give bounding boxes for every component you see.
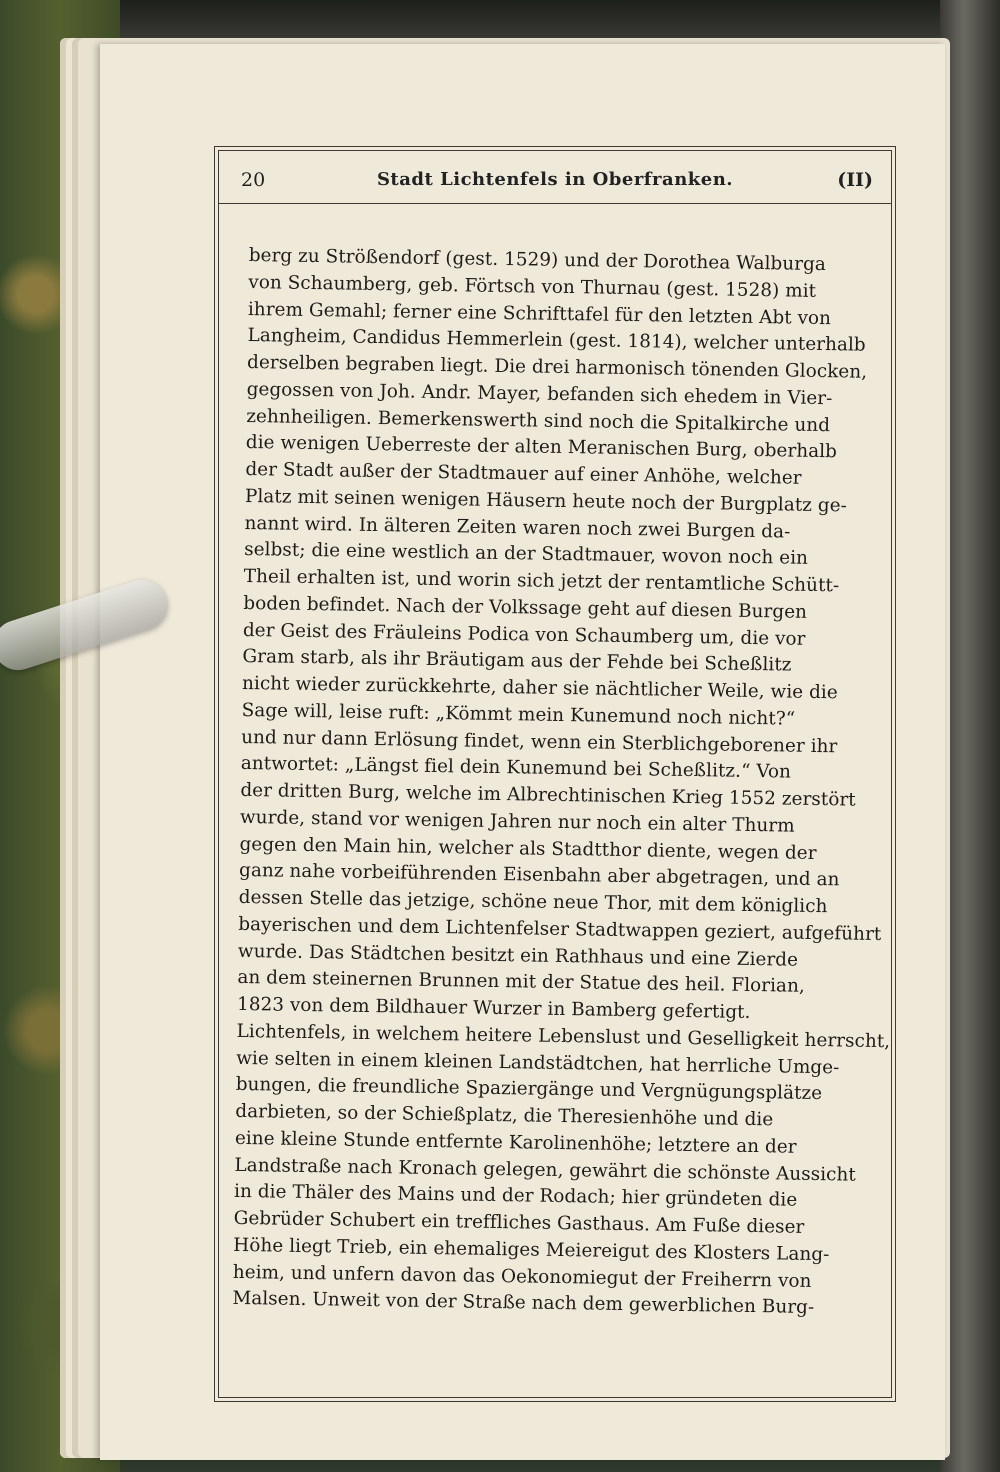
text-line: der Stadt außer der Stadtmauer auf einer Anhöhe, welcher bbox=[245, 458, 802, 489]
text-line: von Schaumberg, geb. Förtsch von Thurnau (gest. 1528) mit bbox=[248, 271, 817, 302]
text-line: heim, und unfern davon das Oekonomiegut der Freiherrn von bbox=[232, 1261, 812, 1292]
text-line: Gram starb, als ihr Bräutigam aus der Fehde bei Scheßlitz bbox=[242, 646, 792, 676]
text-line: eine kleine Stunde entfernte Karolinenhöhe; letztere an der bbox=[234, 1127, 797, 1158]
text-line: bayerischen und dem Lichtenfelser Stadtwappen geziert, aufgeführt bbox=[238, 913, 882, 945]
running-title: Stadt Lichtenfels in Oberfranken. bbox=[376, 169, 734, 190]
text-line: Lichtenfels, in welchem heitere Lebenslust und Geselligkeit herrscht, bbox=[236, 1020, 891, 1052]
text-line: Langheim, Candidus Hemmerlein (gest. 1814), welcher unterhalb bbox=[247, 325, 866, 356]
section-number: (II) bbox=[837, 169, 873, 191]
text-line: Platz mit seinen wenigen Häusern heute noch der Burgplatz ge- bbox=[244, 485, 848, 517]
text-line: wie selten in einem kleinen Landstädtchen, hat herrliche Umge- bbox=[236, 1047, 840, 1078]
text-line: ihrem Gemahl; ferner eine Schrifttafel für den letzten Abt von bbox=[247, 298, 832, 329]
page-frame bbox=[218, 150, 892, 1398]
text-line: Sage will, leise ruft: „Kömmt mein Kunemund noch nicht?“ bbox=[241, 699, 796, 730]
text-line: gegen den Main hin, welcher als Stadtthor diente, wegen der bbox=[239, 833, 817, 864]
text-line: der Geist des Fräuleins Podica von Schaumberg um, die vor bbox=[242, 619, 806, 650]
text-line: wurde. Das Städtchen besitzt ein Rathhaus und eine Zierde bbox=[237, 940, 799, 971]
text-line: Theil erhalten ist, und worin sich jetzt der rentamtliche Schütt- bbox=[243, 565, 840, 597]
book-page bbox=[100, 44, 945, 1460]
text-line: wurde, stand vor wenigen Jahren nur noch ein alter Thurm bbox=[239, 806, 795, 837]
book-spine-top bbox=[0, 0, 1000, 40]
text-line: nicht wieder zurückkehrte, daher sie nächtlicher Weile, wie die bbox=[241, 672, 838, 704]
text-line: Höhe liegt Trieb, ein ehemaliges Meiereigut des Klosters Lang- bbox=[233, 1234, 830, 1265]
text-line: und nur dann Erlösung findet, wenn ein Sterblichgeborener ihr bbox=[241, 726, 838, 757]
text-line: an dem steinernen Brunnen mit der Statue des heil. Florian, bbox=[237, 967, 805, 998]
text-line: antwortet: „Längst fiel dein Kunemund bei Scheßlitz.“ Von bbox=[240, 753, 792, 783]
text-line: ganz nahe vorbeiführenden Eisenbahn aber abgetragen, und an bbox=[238, 860, 840, 891]
text-line: gegossen von Joh. Andr. Mayer, befanden sich ehedem in Vier- bbox=[246, 378, 833, 409]
header-rule bbox=[219, 203, 891, 204]
text-line: die wenigen Ueberreste der alten Meranischen Burg, oberhalb bbox=[245, 432, 838, 463]
text-line: Landstraße nach Kronach gelegen, gewährt die schönste Aussicht bbox=[234, 1154, 857, 1186]
text-line: 1823 von dem Bildhauer Wurzer in Bamberg gefertigt. bbox=[236, 993, 751, 1023]
page-header bbox=[219, 169, 891, 199]
text-line: bungen, die freundliche Spaziergänge und Vergnügungsplätze bbox=[235, 1074, 823, 1105]
text-line: darbieten, so der Schießplatz, die Theresienhöhe und die bbox=[235, 1100, 774, 1131]
text-line: berg zu Strößendorf (gest. 1529) und der Dorothea Walburga bbox=[248, 244, 827, 276]
text-line: Malsen. Unweit von der Straße nach dem gewerblichen Burg- bbox=[232, 1288, 815, 1319]
text-line: zehnheiligen. Bemerkenswerth sind noch die Spitalkirche und bbox=[246, 405, 831, 436]
text-line: der dritten Burg, welche im Albrechtinischen Krieg 1552 zerstört bbox=[240, 779, 856, 811]
text-line: dessen Stelle das jetzige, schöne neue Thor, mit dem königlich bbox=[238, 886, 828, 918]
text-line: in die Thäler des Mains und der Rodach; hier gründeten die bbox=[233, 1181, 798, 1211]
text-line: selbst; die eine westlich an der Stadtmauer, wovon noch ein bbox=[244, 539, 809, 570]
page-number: 20 bbox=[241, 169, 266, 191]
text-line: Gebrüder Schubert ein treffliches Gasthaus. Am Fuße dieser bbox=[233, 1207, 805, 1238]
text-line: boden befindet. Nach der Volkssage geht auf diesen Burgen bbox=[243, 592, 808, 623]
text-line: derselben begraben liegt. Die drei harmonisch tönenden Glocken, bbox=[246, 351, 868, 383]
body-text bbox=[232, 243, 891, 1323]
text-line: nannt wird. In älteren Zeiten waren noch zwei Burgen da- bbox=[244, 512, 791, 543]
